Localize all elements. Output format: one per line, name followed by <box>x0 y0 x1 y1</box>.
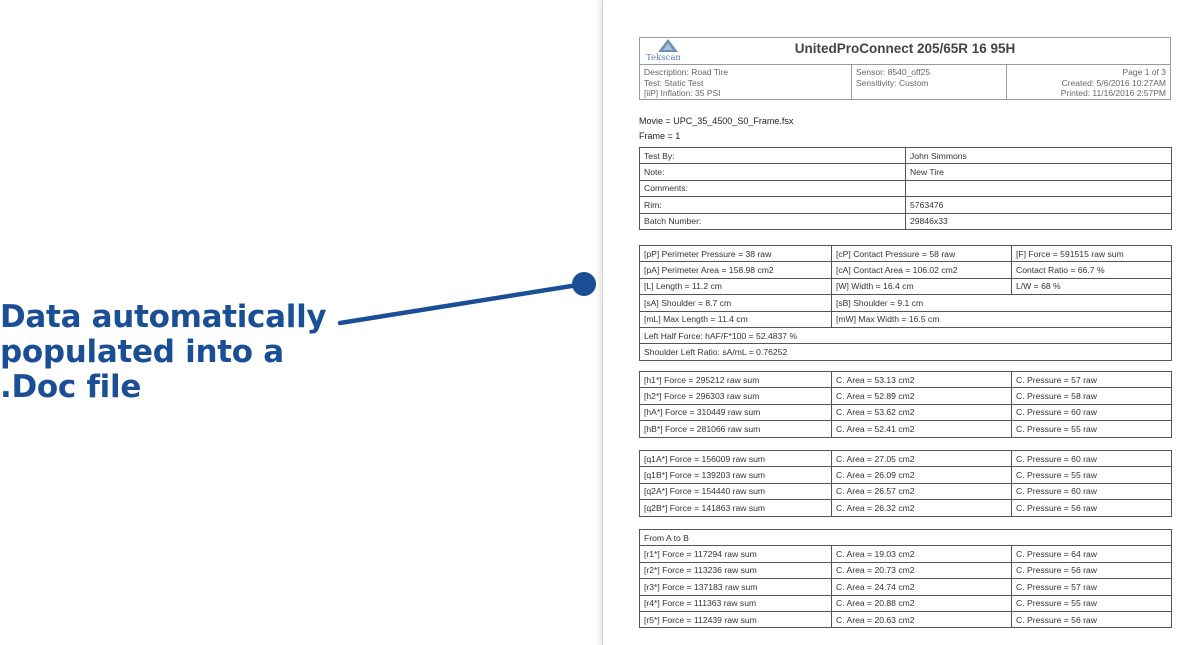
field-label: Comments: <box>640 180 906 196</box>
metric-cell: [F] Force = 591515 raw sum <box>1012 246 1172 262</box>
field-value: New Tire <box>906 164 1172 180</box>
table-row <box>640 278 1172 294</box>
table-row <box>640 372 1172 388</box>
field-value: John Simmons <box>906 148 1172 164</box>
data-cell: C. Pressure = 55 raw <box>1012 421 1172 437</box>
table-row <box>640 148 1172 164</box>
metrics-table <box>639 245 1172 361</box>
frame-line: Frame = 1 <box>639 131 681 141</box>
table-row <box>640 213 1172 229</box>
data-cell: [hB*] Force = 281066 raw sum <box>640 421 832 437</box>
table-heading: From A to B <box>640 530 1172 546</box>
data-cell: C. Area = 26.09 cm2 <box>832 467 1012 483</box>
data-cell: [hA*] Force = 310449 raw sum <box>640 404 832 420</box>
data-cell: C. Area = 24.74 cm2 <box>832 579 1012 595</box>
data-cell: C. Pressure = 56 raw <box>1012 611 1172 627</box>
data-cell: C. Pressure = 58 raw <box>1012 388 1172 404</box>
table-row <box>640 611 1172 627</box>
metric-cell: Shoulder Left Ratio: sA/mL = 0.76252 <box>640 344 1172 360</box>
data-cell: [r3*] Force = 137183 raw sum <box>640 579 832 595</box>
callout-line: .Doc file <box>0 369 142 405</box>
field-label: Test By: <box>640 148 906 164</box>
metric-cell: Left Half Force: hAF/F*100 = 52.4837 % <box>640 327 1172 343</box>
table-row <box>640 404 1172 420</box>
table-row <box>640 579 1172 595</box>
data-cell: C. Area = 53.13 cm2 <box>832 372 1012 388</box>
metric-cell: [cP] Contact Pressure = 58 raw <box>832 246 1012 262</box>
metric-cell: [pA] Perimeter Area = 158.98 cm2 <box>640 262 832 278</box>
header-line: Sensitivity: Custom <box>856 77 929 88</box>
table-row <box>640 311 1172 327</box>
table-row <box>640 246 1172 262</box>
data-cell: C. Area = 27.05 cm2 <box>832 451 1012 467</box>
data-cell: [h2*] Force = 296303 raw sum <box>640 388 832 404</box>
data-cell: C. Pressure = 64 raw <box>1012 546 1172 562</box>
header-line: Test: Static Test <box>644 77 704 88</box>
table-row <box>640 180 1172 196</box>
header-line: Description: Road Tire <box>644 67 729 77</box>
field-label: Note: <box>640 164 906 180</box>
connector-dot-icon <box>572 272 596 296</box>
data-cell: C. Pressure = 60 raw <box>1012 451 1172 467</box>
data-cell: C. Area = 53.62 cm2 <box>832 404 1012 420</box>
logo-text: Tekscan <box>646 53 681 63</box>
info-table <box>639 147 1172 230</box>
table-row <box>640 421 1172 437</box>
movie-line: Movie = UPC_35_4500_S0_Frame.fsx <box>639 116 794 126</box>
header-line: Sensor: 8540_off25 <box>856 67 931 77</box>
metric-cell: [mW] Max Width = 16.5 cm <box>832 311 1172 327</box>
field-value: 5763476 <box>906 197 1172 213</box>
data-cell: C. Pressure = 60 raw <box>1012 404 1172 420</box>
metric-cell: L/W = 68 % <box>1012 278 1172 294</box>
data-cell: [q1B*] Force = 139203 raw sum <box>640 467 832 483</box>
data-cell: C. Area = 52.89 cm2 <box>832 388 1012 404</box>
quarters-table <box>639 450 1172 517</box>
data-cell: C. Pressure = 56 raw <box>1012 500 1172 516</box>
data-cell: C. Area = 20.63 cm2 <box>832 611 1012 627</box>
data-cell: C. Pressure = 57 raw <box>1012 579 1172 595</box>
header-dates <box>1007 65 1170 99</box>
halves-table <box>639 371 1172 438</box>
field-label: Batch Number: <box>640 213 906 229</box>
field-value: 29846x33 <box>906 213 1172 229</box>
metric-cell: [sB] Shoulder = 9.1 cm <box>832 295 1172 311</box>
data-cell: C. Area = 20.88 cm2 <box>832 595 1012 611</box>
data-cell: C. Pressure = 56 raw <box>1012 562 1172 578</box>
table-row <box>640 388 1172 404</box>
connector-line <box>340 284 584 323</box>
metric-cell: [pP] Perimeter Pressure = 38 raw <box>640 246 832 262</box>
callout-text <box>0 300 340 405</box>
table-row <box>640 500 1172 516</box>
data-cell: C. Area = 19.03 cm2 <box>832 546 1012 562</box>
document-page <box>602 0 1200 645</box>
table-row <box>640 595 1172 611</box>
data-cell: [q2B*] Force = 141863 raw sum <box>640 500 832 516</box>
data-cell: C. Area = 26.57 cm2 <box>832 483 1012 499</box>
table-row <box>640 327 1172 343</box>
field-value <box>906 180 1172 196</box>
report-title: UnitedProConnect 205/65R 16 95H <box>794 41 1016 56</box>
metric-cell: [W] Width = 16.4 cm <box>832 278 1012 294</box>
header-description <box>640 65 852 99</box>
data-cell: [q2A*] Force = 154440 raw sum <box>640 483 832 499</box>
metric-cell: [L] Length = 11.2 cm <box>640 278 832 294</box>
callout-line: Data automatically <box>0 299 327 335</box>
data-cell: C. Pressure = 55 raw <box>1012 595 1172 611</box>
data-cell: C. Pressure = 60 raw <box>1012 483 1172 499</box>
data-cell: [r5*] Force = 112439 raw sum <box>640 611 832 627</box>
table-row <box>640 562 1172 578</box>
metric-cell: [mL] Max Length = 11.4 cm <box>640 311 832 327</box>
ribs-table <box>639 529 1172 628</box>
data-cell: [r2*] Force = 113236 raw sum <box>640 562 832 578</box>
field-label: Rim: <box>640 197 906 213</box>
data-cell: [h1*] Force = 295212 raw sum <box>640 372 832 388</box>
callout-line: populated into a <box>0 334 284 370</box>
table-row <box>640 467 1172 483</box>
data-cell: C. Pressure = 57 raw <box>1012 372 1172 388</box>
metric-cell: Contact Ratio = 66.7 % <box>1012 262 1172 278</box>
data-cell: [r4*] Force = 111363 raw sum <box>640 595 832 611</box>
metric-cell: [sA] Shoulder = 8.7 cm <box>640 295 832 311</box>
header-line: [iiP] Inflation: 35 PSI <box>644 88 721 98</box>
data-cell: C. Area = 26.32 cm2 <box>832 500 1012 516</box>
table-row <box>640 197 1172 213</box>
created-date: Created: 5/6/2016 10:27AM <box>1061 77 1166 88</box>
report-header <box>639 37 1171 100</box>
table-row <box>640 546 1172 562</box>
header-sensor <box>852 65 1007 99</box>
table-row <box>640 164 1172 180</box>
data-cell: [q1A*] Force = 156009 raw sum <box>640 451 832 467</box>
printed-date: Printed: 11/16/2016 2:57PM <box>1060 88 1166 98</box>
page-number: Page 1 of 3 <box>1122 67 1166 77</box>
table-row <box>640 344 1172 360</box>
table-row <box>640 451 1172 467</box>
table-heading-row <box>640 530 1172 546</box>
metric-cell: [cA] Contact Area = 106.02 cm2 <box>832 262 1012 278</box>
data-cell: C. Area = 20.73 cm2 <box>832 562 1012 578</box>
table-row <box>640 295 1172 311</box>
data-cell: [r1*] Force = 117294 raw sum <box>640 546 832 562</box>
table-row <box>640 262 1172 278</box>
table-row <box>640 483 1172 499</box>
data-cell: C. Area = 52.41 cm2 <box>832 421 1012 437</box>
data-cell: C. Pressure = 55 raw <box>1012 467 1172 483</box>
